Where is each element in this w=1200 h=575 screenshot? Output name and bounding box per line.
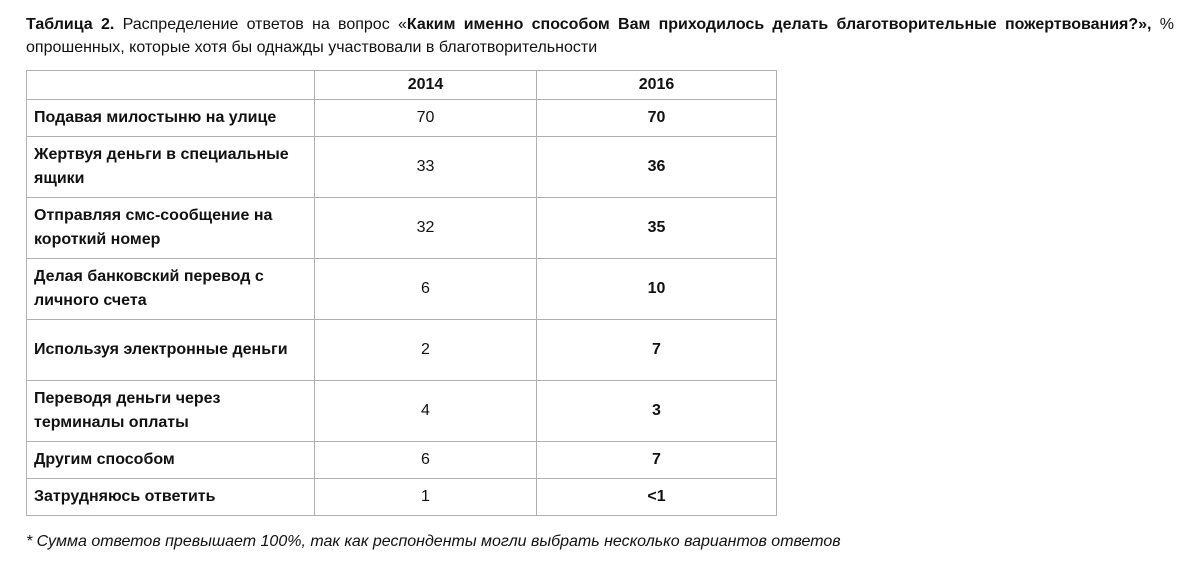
row-label: Делая банковский перевод с личного счета bbox=[27, 259, 315, 320]
caption-text-after: % опрошенных, которые хотя бы однажды участвовали в благотворительности bbox=[26, 16, 1175, 56]
table-row bbox=[27, 259, 777, 320]
table-header-row bbox=[27, 71, 777, 100]
table-row bbox=[27, 442, 777, 479]
row-label: Другим способом bbox=[27, 442, 315, 479]
table-row bbox=[27, 320, 777, 381]
table-row bbox=[27, 137, 777, 198]
row-label: Используя электронные деньги bbox=[27, 320, 315, 381]
value-2014: 2 bbox=[315, 320, 537, 381]
header-2016: 2016 bbox=[537, 71, 777, 100]
donations-table bbox=[26, 70, 777, 516]
value-2016: 35 bbox=[537, 198, 777, 259]
row-label: Жертвуя деньги в специальные ящики bbox=[27, 137, 315, 198]
footnote: * Сумма ответов превышает 100%, так как респонденты могли выбрать несколько вариантов ответов bbox=[26, 533, 841, 550]
value-2014: 4 bbox=[315, 381, 537, 442]
value-2016: 36 bbox=[537, 137, 777, 198]
value-2014: 1 bbox=[315, 479, 537, 516]
table-row bbox=[27, 100, 777, 137]
header-2014: 2014 bbox=[315, 71, 537, 100]
value-2014: 33 bbox=[315, 137, 537, 198]
row-label: Отправляя смс-сообщение на короткий номер bbox=[27, 198, 315, 259]
value-2014: 70 bbox=[315, 100, 537, 137]
row-label: Подавая милостыню на улице bbox=[27, 100, 315, 137]
value-2016: 3 bbox=[537, 381, 777, 442]
value-2016: 10 bbox=[537, 259, 777, 320]
value-2016: 70 bbox=[537, 100, 777, 137]
row-label: Переводя деньги через терминалы оплаты bbox=[27, 381, 315, 442]
value-2016: 7 bbox=[537, 320, 777, 381]
table-caption bbox=[26, 13, 1174, 59]
caption-label: Таблица 2. bbox=[26, 16, 115, 33]
header-label-cell bbox=[27, 71, 315, 100]
value-2014: 32 bbox=[315, 198, 537, 259]
caption-text-before: Распределение ответов на вопрос « bbox=[114, 16, 407, 33]
table-row bbox=[27, 381, 777, 442]
table-row bbox=[27, 479, 777, 516]
caption-question: Каким именно способом Вам приходилось делать благотворительные пожертвования?», bbox=[406, 16, 1152, 33]
table-row bbox=[27, 198, 777, 259]
row-label: Затрудняюсь ответить bbox=[27, 479, 315, 516]
value-2014: 6 bbox=[315, 259, 537, 320]
value-2016: <1 bbox=[537, 479, 777, 516]
value-2016: 7 bbox=[537, 442, 777, 479]
value-2014: 6 bbox=[315, 442, 537, 479]
